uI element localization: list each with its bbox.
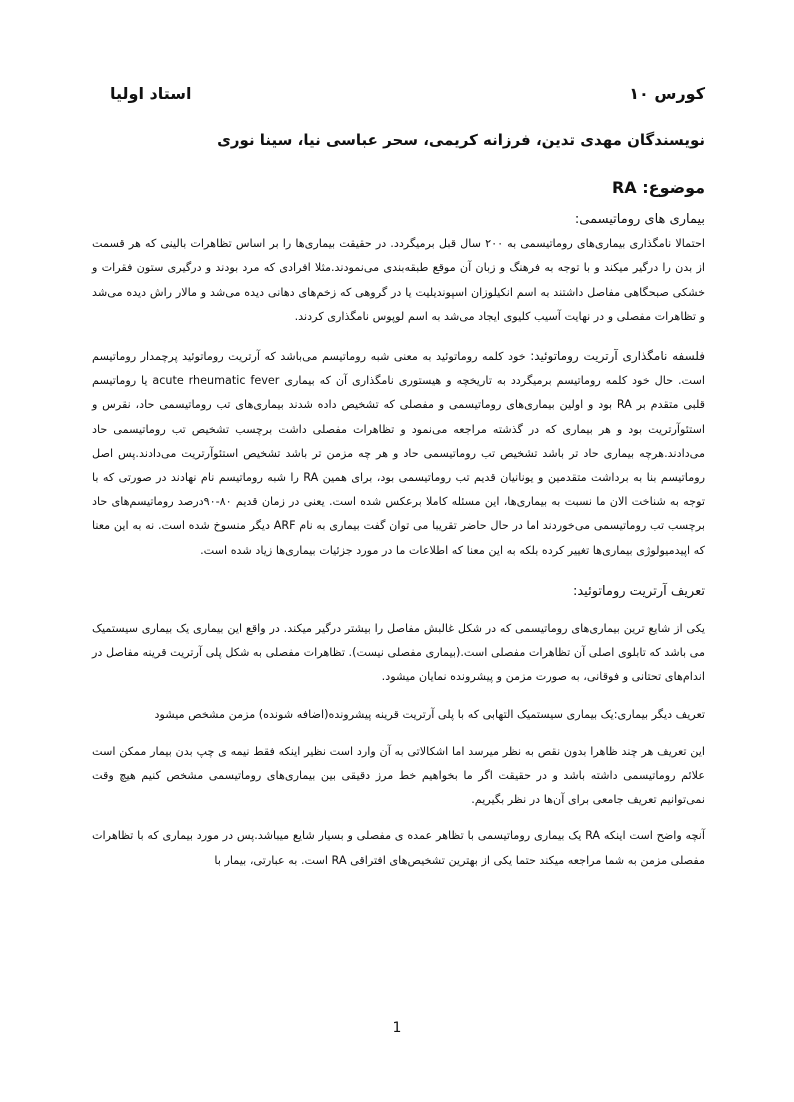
professor-name: استاد اولیا (110, 84, 192, 103)
paragraph-ra-definition-4: آنچه واضح است اینکه RA یک بیماری روماتیسمی با تظاهر عمده ی مفصلی و بسیار شایع میباشد.پس در مورد بیماری که با تظاهرات مفصلی مزمن به شما مراجعه میکند حتما یکی از بهترین تشخیص‌های افتراقی RA است. به عبارتی، بیمار با (92, 829, 706, 867)
paragraph-naming-philosophy (92, 344, 705, 563)
spacer (92, 727, 705, 740)
authors-line: نویسندگان مهدی تدین، فرزانه کریمی، سحر عباسی نیا، سینا نوری (217, 131, 705, 149)
paragraph-rheumatic-diseases: احتمالا نامگذاری بیماری‌های روماتیسمی به ۲۰۰ سال قبل برمیگردد. در حقیقت بیماری‌ها را بر اساس تظاهرات بالینی که هر قسمت از بدن را درگیر میکند و با توجه به فرهنگ و زبان آن موقع طبقه‌بندی می‌نمودند.مثلا افرادی که مرد بودند و درگیری ستون فقرات و خشکی صبحگاهی مفاصل داشتند به اسم انکیلوزان اسپوندیلیت یا در گروهی که زخم‌های دهانی دیده می‌شد و مالار راش دیده می‌شد و تظاهرات مفصلی و در نهایت آسیب کلیوی ایجاد می‌شد به اسم لوپوس نامگذاری کردند. (92, 237, 705, 323)
naming-philosophy-text: خود کلمه روماتوئید به معنی شبه روماتیسم می‌باشد که آرتریت روماتوئید پرچمدار روماتیسم است. حال خود کلمه روماتیسم برمیگردد به تاریخچه و هیستوری نامگذاری آن که بیماری acute rheumatic fever یا روماتیسم قلبی متقدم بر RA بود و اولین بیماری‌های روماتیسمی و مفصلی که تشخیص داده شدند بیماری‌های تب روماتیسمی حاد، نقرس و استئوآرتریت بود و هر بیماری که در گذشته مراجعه می‌نمود و تظاهرات مفصلی داشت برچسب تشخیص تب روماتیسمی حاد می‌دادند.هرچه بیماری حاد تر باشد تشخیص تب روماتیسمی حاد و هر چه مزمن تر باشد تشخیص استئوآرتریت می‌دادند.پس اصل روماتیسم بنا به برداشت متقدمین و یونانیان قدیم تب روماتیسمی بود، برای همین RA را شبه روماتیسم نام نهادند در صورتی که با توجه به شناخت الان ما نسبت به بیماری‌ها، این مسئله کاملا برعکس شده است. یعنی در زمان قدیم ۸۰-۹۰درصد روماتیسم‌های حاد برچسب تب روماتیسمی می‌خوردند اما در حال حاضر تقریبا می توان گفت بیماری به نام ARF دیگر منسوخ شده است. نه به این معنا که اپیدمیولوژی بیماری‌ها تغییر کرده بلکه به این معنا که اطلاعات ما در مورد جزئیات بیماری‌ها زیاد شده است. (92, 350, 705, 557)
naming-philosophy-lead: فلسفه نامگذاری آرتریت روماتوئید: (530, 349, 705, 364)
spacer (92, 563, 705, 580)
spacer (92, 812, 705, 824)
paragraph-ra-definition-2: تعریف دیگر بیماری:یک بیماری سیستمیک التهابی که با پلی آرتریت قرینه پیشرونده(اضافه شونده) مزمن مشخص میشود (154, 707, 705, 721)
paragraph-ra-definition-3: این تعریف هر چند ظاهرا بدون نقص به نظر میرسد اما اشکالاتی به آن وارد است نظیر اینکه فقط نیمه ی چپ بدن بیمار ممکن است علائم روماتیسمی داشته باشد و در حقیقت اگر ما بخواهیم خط مرز دقیقی بین بیماری‌های روماتیسمی مشخص کنیم هیچ وقت نمی‌توانیم تعریف جامعی برای آن‌ها در نظر بگیریم. (92, 744, 705, 807)
section-heading-rheumatic-diseases: بیماری های روماتیسمی: (574, 212, 705, 227)
paragraph-ra-definition-1: یکی از شایع ترین بیماری‌های روماتیسمی که در شکل غالبش مفاصل را بیشتر درگیر میکند. در واقع این بیماری یک بیماری سیستمیک می باشد که تابلوی اصلی آن تظاهرات مفصلی است.(بیماری مفصلی نیست). تظاهرات مفصلی به شکل پلی آرتریت قرینه مفاصل در اندام‌های تحتانی و فوقانی، به صورت مزمن و پیشرونده نمایان میشود. (92, 622, 705, 684)
section-heading-ra-definition: تعریف آرتریت روماتوئید: (572, 583, 705, 599)
spacer (92, 690, 705, 703)
page-number: 1 (392, 1020, 402, 1036)
spacer (92, 604, 705, 617)
spacer (92, 329, 705, 344)
subject-heading: موضوع: RA (611, 178, 705, 197)
document-body (92, 208, 705, 873)
course-title: کورس ۱۰ (629, 84, 705, 103)
